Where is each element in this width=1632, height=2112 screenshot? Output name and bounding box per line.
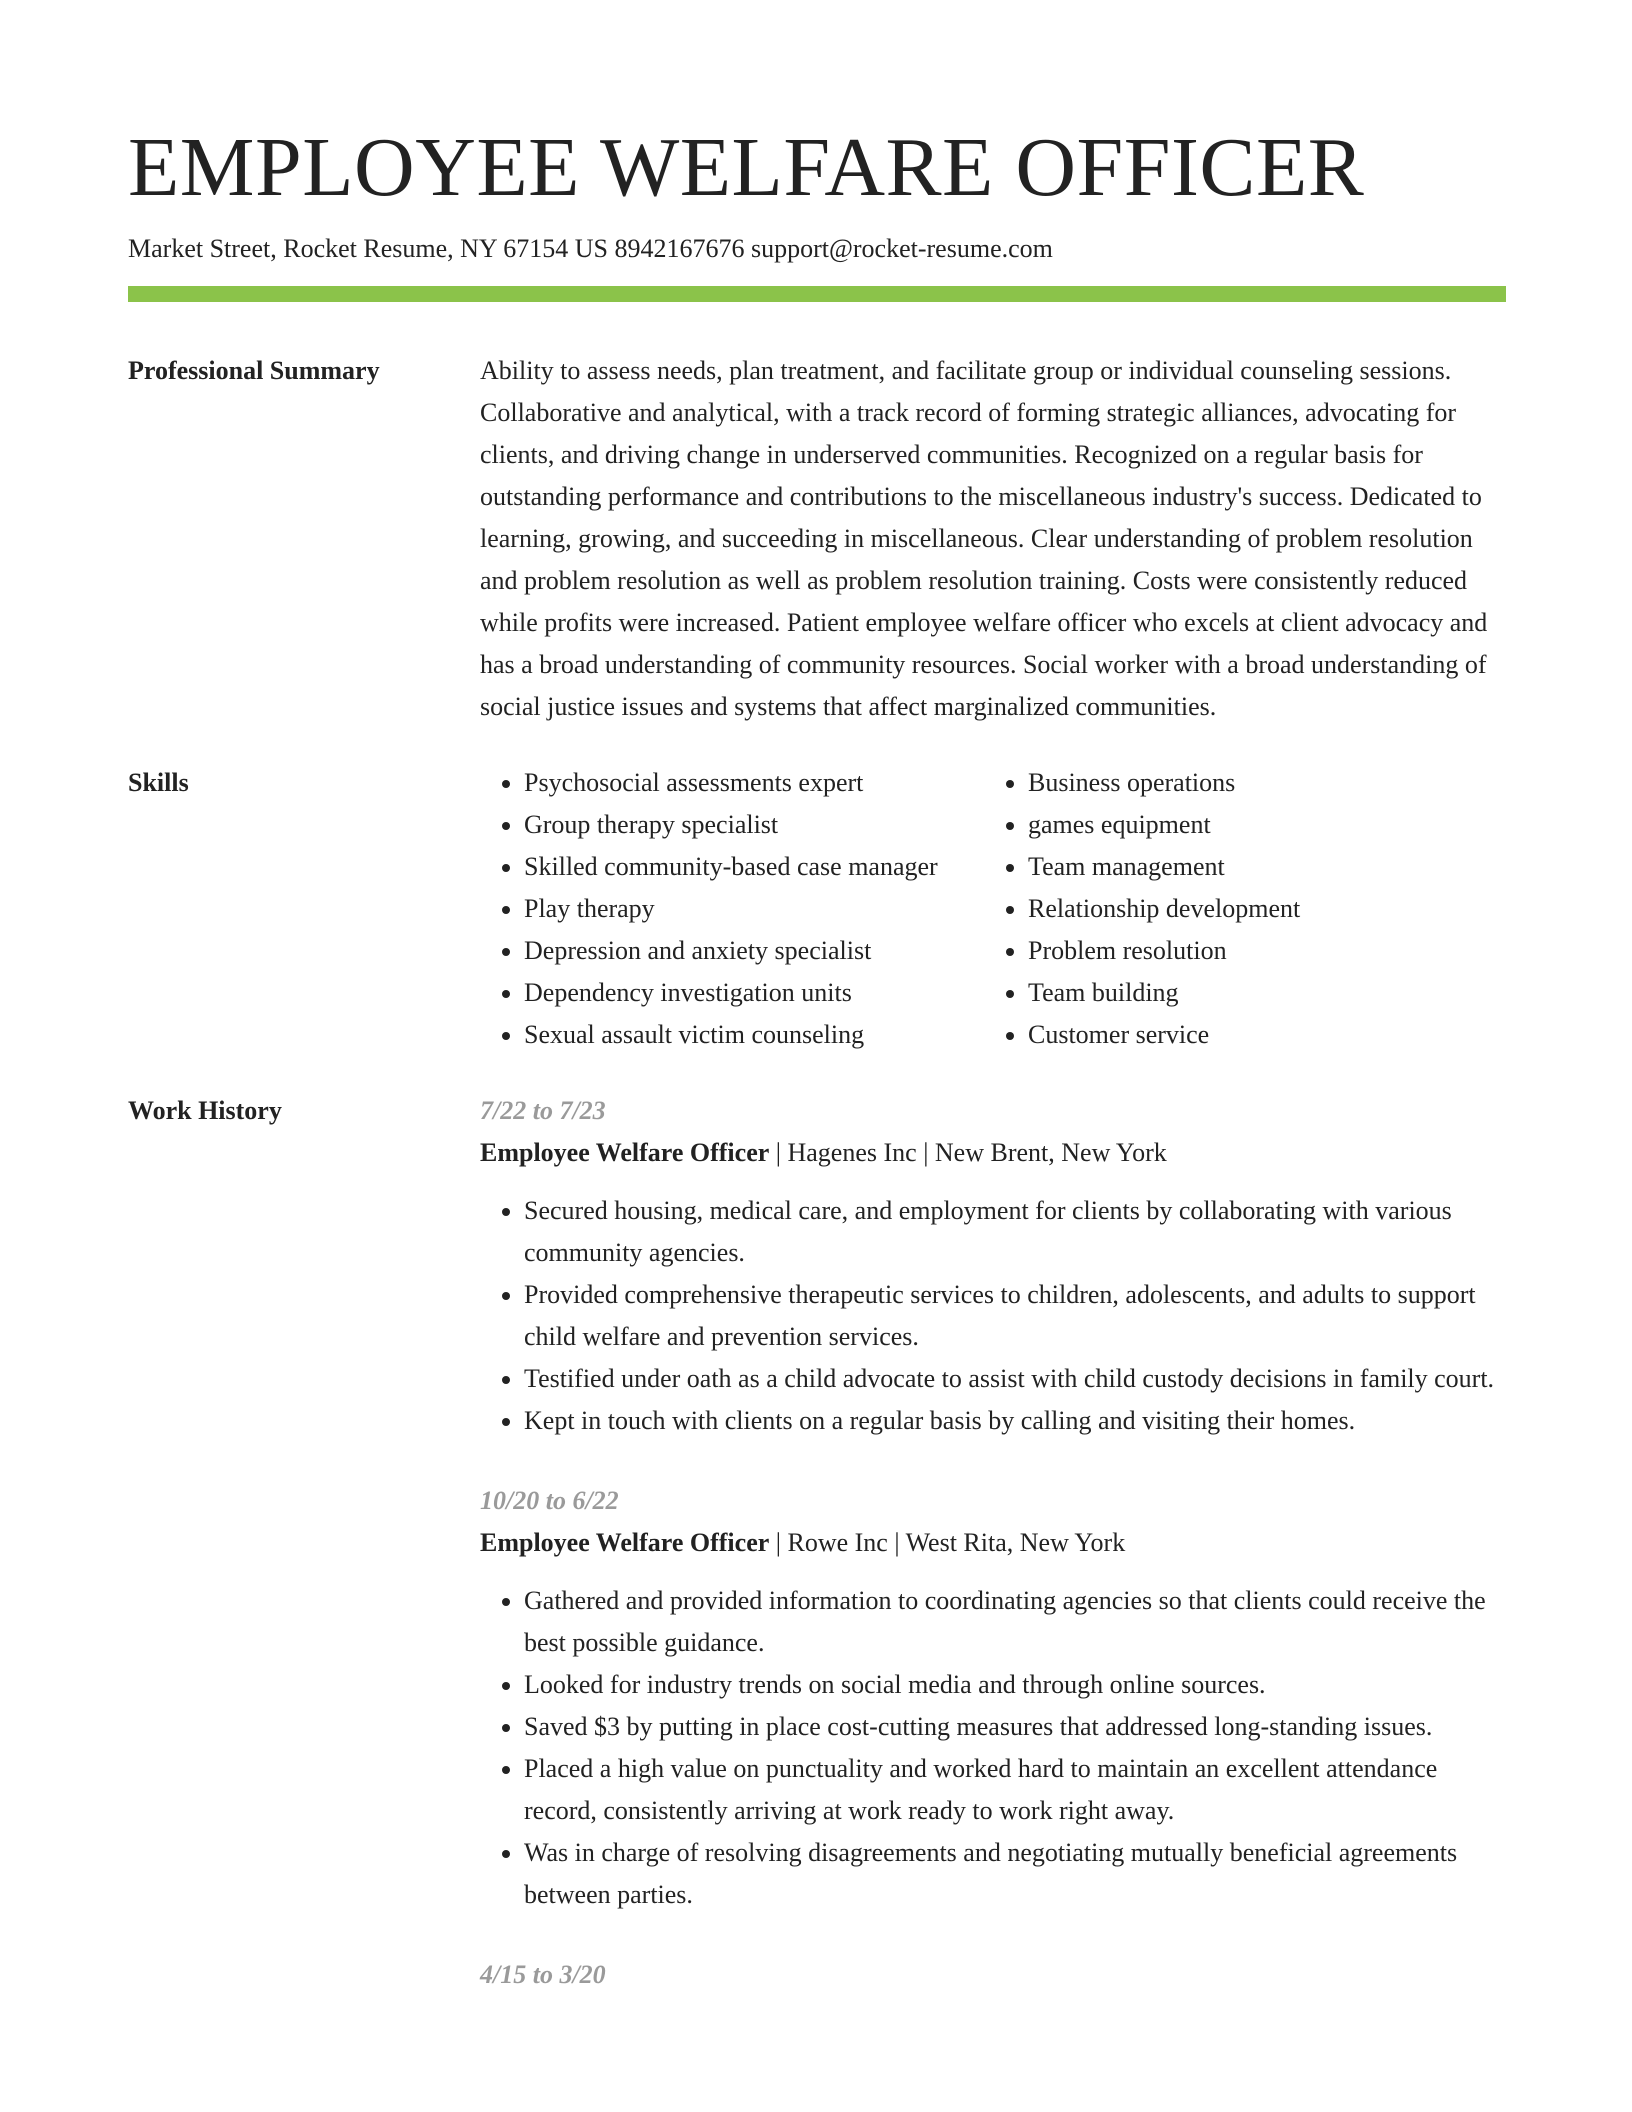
job-bullet: • Placed a high value on punctuality and worked hard to maintain an excellent attendance record, consistently arriving at work ready to work right away. xyxy=(524,1748,1506,1832)
skill-item: • Customer service xyxy=(1028,1014,1300,1056)
summary-text: Ability to assess needs, plan treatment, and facilitate group or individual counseling sessions. Collaborative and analytical, with a track record of forming strategic alliances, advocating for clients, and driving change in underserved communities. Recognized on a regular basis for outstanding performance and contributions to the miscellaneous industry's success. Dedicated to learning, growing, and succeeding in miscellaneous. Clear understanding of problem resolution and problem resolution as well as problem resolution training. Costs were consistently reduced while profits were increased. Patient employee welfare officer who excels at client advocacy and has a broad understanding of community resources. Social worker with a broad understanding of social justice issues and systems that affect marginalized communities. xyxy=(480,356,1488,721)
job-bullets xyxy=(480,1580,1506,1916)
accent-divider xyxy=(128,286,1506,302)
resume-title: EMPLOYEE WELFARE OFFICER xyxy=(128,121,1365,214)
skills-columns xyxy=(480,762,1506,1056)
job-dates: 7/22 to 7/23 xyxy=(480,1096,606,1125)
job-bullet: • Testified under oath as a child advocate to assist with child custody decisions in family court. xyxy=(524,1358,1506,1400)
job-header xyxy=(480,1522,1506,1564)
skill-item: • Psychosocial assessments expert xyxy=(524,762,984,804)
skill-item: • games equipment xyxy=(1028,804,1300,846)
contact-line: Market Street, Rocket Resume, NY 67154 US 8942167676 support@rocket-resume.com xyxy=(128,234,1053,263)
skills-heading: Skills xyxy=(128,768,189,797)
skill-item: • Problem resolution xyxy=(1028,930,1300,972)
skill-item: • Sexual assault victim counseling xyxy=(524,1014,984,1056)
skills-list-left xyxy=(480,762,984,1056)
skill-item: • Dependency investigation units xyxy=(524,972,984,1014)
skill-item: • Business operations xyxy=(1028,762,1300,804)
job-employer: | Hagenes Inc | New Brent, New York xyxy=(769,1138,1167,1167)
job-bullet: • Gathered and provided information to coordinating agencies so that clients could receive the best possible guidance. xyxy=(524,1580,1506,1664)
job-bullet: • Was in charge of resolving disagreements and negotiating mutually beneficial agreements between parties. xyxy=(524,1832,1506,1916)
job-dates: 4/15 to 3/20 xyxy=(480,1960,606,1989)
job-bullet: • Saved $3 by putting in place cost-cutting measures that addressed long-standing issues. xyxy=(524,1706,1506,1748)
job-bullet: • Kept in touch with clients on a regular basis by calling and visiting their homes. xyxy=(524,1400,1506,1442)
skills-list-right xyxy=(984,762,1300,1056)
job-employer: | Rowe Inc | West Rita, New York xyxy=(769,1528,1126,1557)
skills-section xyxy=(128,762,1506,1056)
job-entry xyxy=(480,1090,1506,1442)
skill-item: • Team management xyxy=(1028,846,1300,888)
summary-heading: Professional Summary xyxy=(128,356,380,385)
job-entry xyxy=(480,1480,1506,1916)
work-history-heading: Work History xyxy=(128,1096,282,1125)
skill-item: • Team building xyxy=(1028,972,1300,1014)
job-bullets xyxy=(480,1190,1506,1442)
job-dates: 10/20 to 6/22 xyxy=(480,1486,619,1515)
skill-item: • Skilled community-based case manager xyxy=(524,846,984,888)
job-title: Employee Welfare Officer xyxy=(480,1138,770,1167)
skill-item: • Depression and anxiety specialist xyxy=(524,930,984,972)
resume-page xyxy=(128,118,1506,2034)
job-entry xyxy=(480,1954,1506,1996)
job-bullet: • Looked for industry trends on social media and through online sources. xyxy=(524,1664,1506,1706)
skill-item: • Relationship development xyxy=(1028,888,1300,930)
job-header xyxy=(480,1132,1506,1174)
job-bullet: • Provided comprehensive therapeutic services to children, adolescents, and adults to support child welfare and prevention services. xyxy=(524,1274,1506,1358)
work-history-list xyxy=(480,1090,1506,2034)
skill-item: • Group therapy specialist xyxy=(524,804,984,846)
job-bullet: • Secured housing, medical care, and employment for clients by collaborating with various community agencies. xyxy=(524,1190,1506,1274)
work-history-section xyxy=(128,1090,1506,2034)
job-title: Employee Welfare Officer xyxy=(480,1528,770,1557)
summary-section xyxy=(128,350,1506,728)
skill-item: • Play therapy xyxy=(524,888,984,930)
